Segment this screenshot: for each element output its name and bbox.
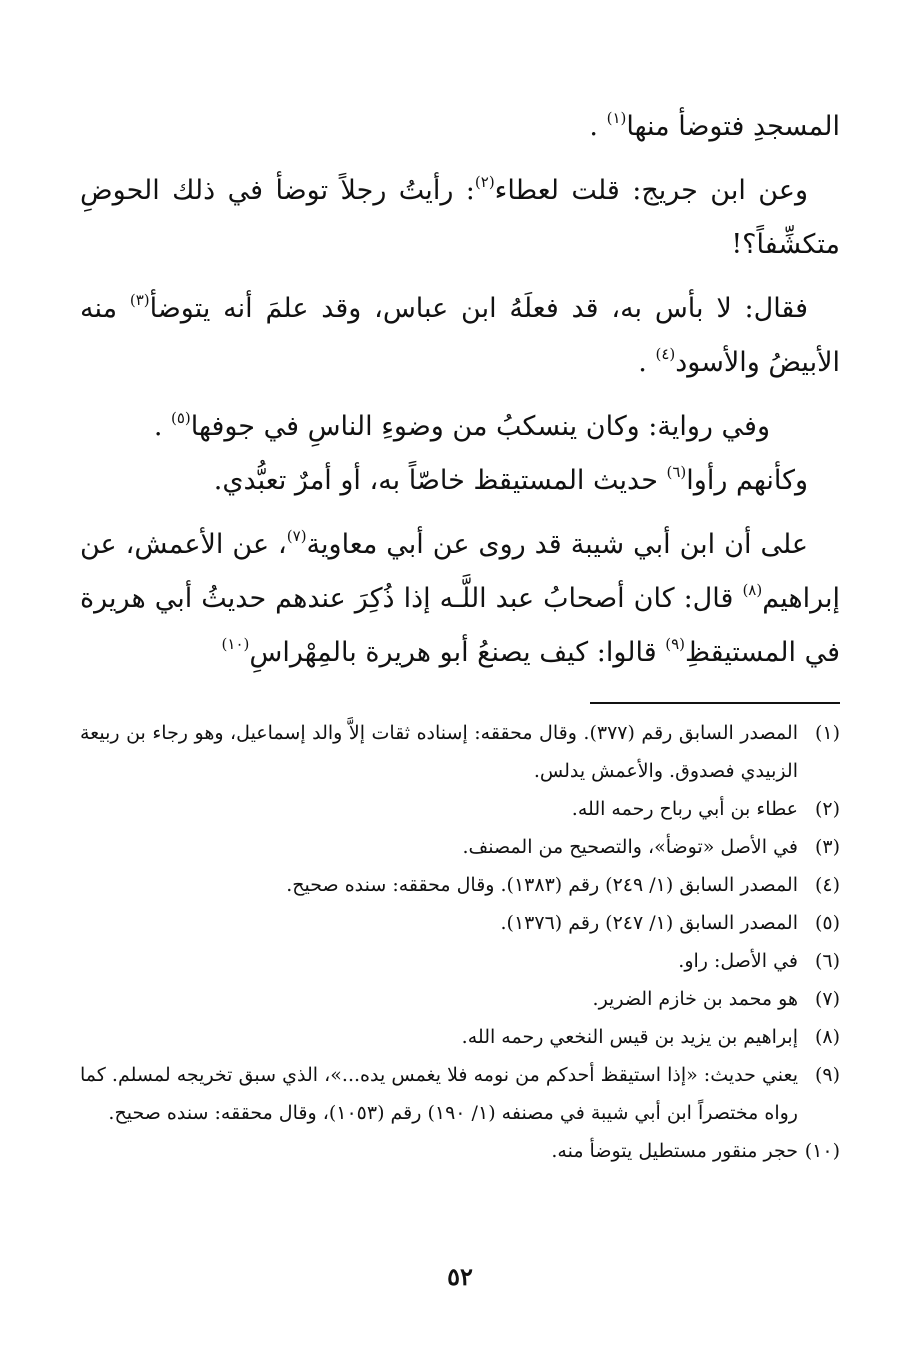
footnote-ref: (٤): [655, 345, 676, 363]
footnote-number: (٤): [814, 874, 840, 896]
footnote-ref: (٨): [742, 581, 763, 599]
footnote: [80, 942, 840, 980]
page: [80, 100, 840, 1170]
paragraph: المسجدِ فتوضأ منها$^{(١)}$ .: [589, 109, 840, 142]
footnote-ref: (٩): [665, 635, 685, 653]
footnote-ref: (٣): [129, 291, 150, 309]
footnote-text: عطاء بن أبي رباح رحمه الله.: [571, 798, 798, 820]
paragraph: على أن ابن أبي شيبة قد روى عن أبي معاوية$^{(٧)}$، عن الأعمش، عن إبراهيم$^{(٨)}$ قال: كان أصحابُ عبد اللَّـه إذا ذُكِرَ عندهم حديثُ أبي هريرة في المستيقظِ$^{(٩)}$ قالوا: كيف يصنعُ أبو هريرة بالمِهْراسِ$^{(١٠)}$: [80, 527, 840, 668]
footnote: [80, 790, 840, 828]
footnote-divider: [590, 702, 840, 704]
footnote-text: في الأصل «توضأ»، والتصحيح من المصنف.: [462, 836, 798, 858]
footnote-text: المصدر السابق (١/ ٢٤٧) رقم (١٣٧٦).: [500, 912, 798, 934]
footnote: [80, 904, 840, 942]
footnote-ref: (٢): [474, 173, 495, 191]
footnote-number: (١٠): [804, 1140, 840, 1162]
footnote-ref: (٦): [666, 463, 687, 481]
footnote-number: (٥): [814, 912, 840, 934]
footnote: [80, 1132, 840, 1170]
paragraph: وفي رواية: وكان ينسكبُ من وضوءِ الناسِ في جوفها$^{(٥)}$ .: [153, 409, 770, 442]
footnote-text: يعني حديث: «إذا استيقظ أحدكم من نومه فلا يغمس يده...»، الذي سبق تخريجه لمسلم. كما رواه مختصراً ابن أبي شيبة في مصنفه (١/ ١٩٠) رقم (١٠٥٣)، وقال محققه: سنده صحيح.: [80, 1064, 798, 1124]
footnote: [80, 714, 840, 790]
footnote-text: إبراهيم بن يزيد بن قيس النخعي رحمه الله.: [461, 1026, 798, 1048]
footnote: [80, 828, 840, 866]
page-number: ٥٢: [447, 1262, 473, 1291]
main-text: [80, 100, 840, 680]
footnote-number: (٣): [814, 836, 840, 858]
footnotes: [80, 714, 840, 1170]
paragraph: وعن ابن جريج: قلت لعطاء$^{(٢)}$: رأيتُ رجلاً توضأ في ذلك الحوضِ متكشِّفاً؟!: [80, 173, 840, 260]
paragraph: وكأنهم رأوا$^{(٦)}$ حديث المستيقظ خاصّاً به، أو أمرٌ تعبُّدي.: [213, 463, 808, 496]
footnote-text: في الأصل: راو.: [678, 950, 798, 972]
paragraph: فقال: لا بأس به، قد فعلَهُ ابن عباس، وقد علمَ أنه يتوضأ$^{(٣)}$ منه الأبيضُ والأسود$^{(٤)}$ .: [80, 291, 840, 378]
footnote-text: هو محمد بن خازم الضرير.: [592, 988, 798, 1010]
footnote: [80, 980, 840, 1018]
footnote-number: (٨): [814, 1026, 840, 1048]
footnote-number: (٢): [814, 798, 840, 820]
footnote-text: المصدر السابق (١/ ٢٤٩) رقم (١٣٨٣). وقال محققه: سنده صحيح.: [286, 874, 798, 896]
footnote-ref: (١): [606, 109, 627, 127]
footnote-ref: (٧): [286, 527, 307, 545]
footnote: [80, 1018, 840, 1056]
footnote-ref: (١٠): [221, 635, 250, 653]
footnote: [80, 1056, 840, 1132]
footnote-ref: (٥): [171, 409, 191, 427]
footnote-number: (٦): [814, 950, 840, 972]
footnote-number: (٧): [814, 988, 840, 1010]
footnote-text: المصدر السابق رقم (٣٧٧). وقال محققه: إسناده ثقات إلاَّ والد إسماعيل، وهو رجاء بن ربيعة الزبيدي فصدوق. والأعمش يدلس.: [80, 722, 798, 782]
footnote-number: (٩): [814, 1064, 840, 1086]
footnote-number: (١): [814, 722, 840, 744]
footnote-text: حجر منقور مستطيل يتوضأ منه.: [551, 1140, 798, 1162]
footnote: [80, 866, 840, 904]
